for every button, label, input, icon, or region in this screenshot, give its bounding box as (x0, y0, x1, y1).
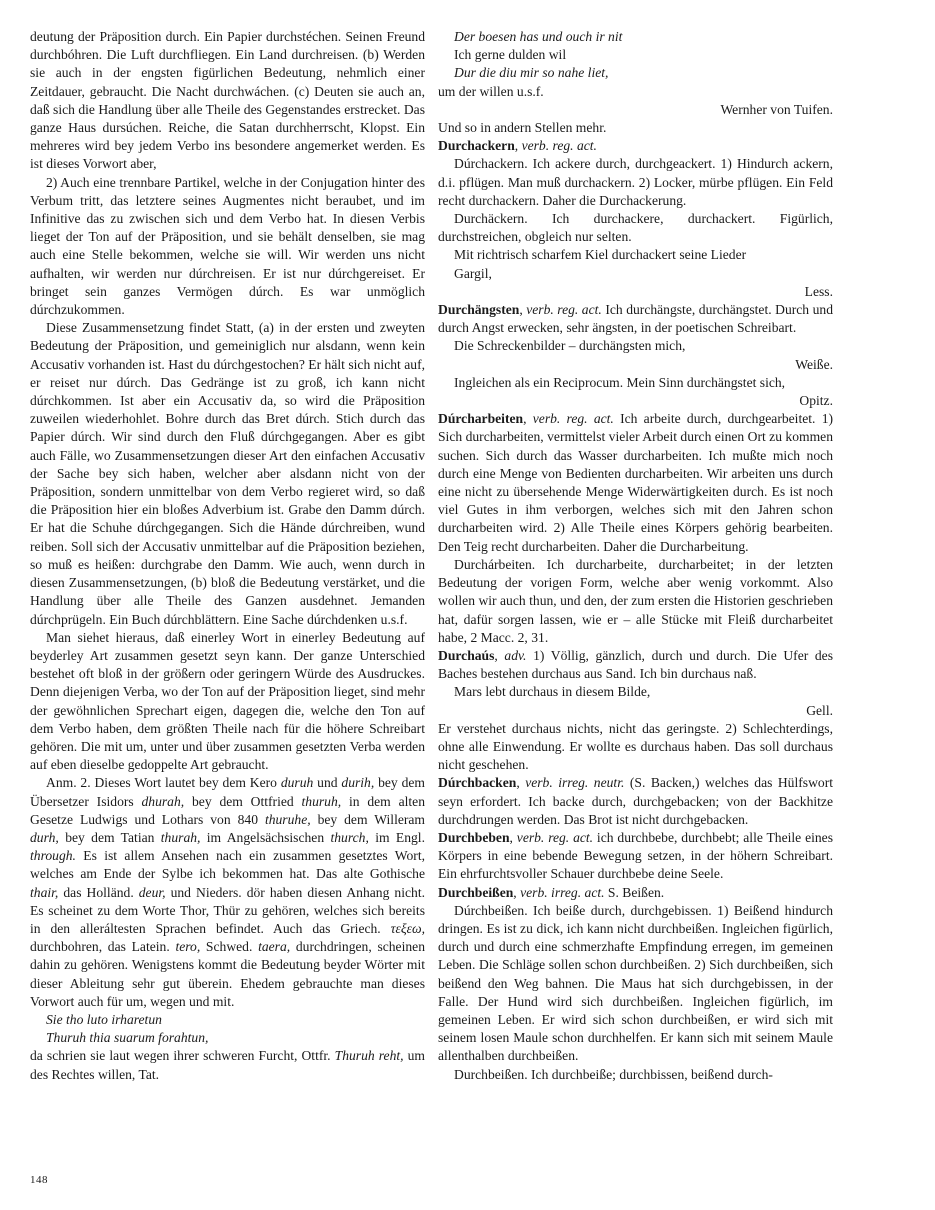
entry-grammar: verb. irreg. neutr. (525, 775, 625, 791)
entry-paragraph: Durchbeißen. Ich durchbeiße; durchbissen, beißend durch- (454, 1066, 773, 1082)
anm-text: bey dem Ottfried (184, 793, 302, 809)
anm-text: bey dem Willeram (310, 811, 426, 827)
entry-text: 1) Völlig, gänzlich, durch und durch. Die Ufer des Baches bestehen durchaus aus Sand. Ich bin durchaus naß. (438, 647, 833, 682)
entry-headword: Durchackern (438, 138, 515, 154)
verse-line: Thuruh thia suarum forahtun, (46, 1030, 209, 1046)
quote-line: Die Schreckenbilder – durchängsten mich, (454, 338, 686, 354)
entry-text: (S. Backen,) welches das Hülfswort seyn erfordert. Ich backe durch, durchgebacken; von der Backhitze durchdrungen werden. Das Brot ist nicht durchgebacken. (438, 775, 833, 827)
anm-word: deur, (138, 884, 166, 900)
quote-line: Mit richtrisch scharfem Kiel durchackert seine Lieder (454, 247, 747, 263)
entry-paragraph: Durchäckern. Ich durchackere, durchackert. Figürlich, durchstreichen, obgleich nur selten. (438, 211, 833, 245)
left-paragraph-4: Man siehet hieraus, daß einerley Wort in einerley Bedeutung auf beyderley Art zusammen gesetzt seyn kann. Der ganze Unterschied bestehet oft bloß in der größern oder geringern Würde des Ausdruckes. Denn diejenigen Verba, wo der Ton auf der Präposition lieget, sind mehr der gewöhnlichen Sprechart eigen, dagegen die, welche den Ton auf dem Verbo haben, dem größten Theile nach für die höhere Schreibart gehören. Die mit um, unter und über zusammen gesetzten Verba werden auf eben dieselbe gedoppelte Art gebraucht. (30, 629, 425, 773)
verse-translation (30, 1047, 425, 1083)
right-column (438, 28, 833, 1084)
verse-line: Sie tho luto irharetun (46, 1011, 162, 1027)
page-number: 148 (30, 1174, 48, 1186)
entry-durchbacken: Dúrchbacken, verb. irreg. neutr. (S. Backen,) welches das Hülfswort seyn erfordert. Ich backe durch, durchgebacken; von der Backhitze durchdrungen werden. Das Brot ist nicht durchgebacken. (438, 775, 833, 827)
anm-word: thurch, (330, 829, 369, 845)
translation-text: um des Rechtes willen, Tat. (30, 1048, 425, 1082)
entry-durchbeissen: Durchbeißen, verb. irreg. act. S. Beißen. (438, 884, 665, 900)
entry-grammar: verb. reg. act. (516, 829, 594, 845)
quote-source: Gell. (806, 702, 833, 718)
entry-grammar: verb. irreg. act. (520, 884, 605, 900)
verse-line: Der boesen has und ouch ir nit (454, 29, 623, 44)
anm-text: und (313, 775, 342, 791)
anm-word: tero, (175, 939, 201, 955)
anm-text: durchbohren, das Latein. (30, 939, 176, 955)
entry-text: Ich durchängste, durchängstet. Durch und durch Angst erwecken, sehr ängsten, in der poetischen Schreibart. (438, 302, 833, 336)
entry-text: Ich arbeite durch, durchgearbeitet. 1) Sich durcharbeiten, vermittelst vieler Arbeit durch einen Ort zu kommen suchen. Sich durch das Wasser durcharbeiten. Ich mußte mich noch durch eine Menge von Bedienten durcharbeiten. Wir arbeiten uns durch eine nicht zu übersehende Menge Widerwärtigkeiten durch. Es ist noch viel Gutes in ihm verborgen, welches sich mit den Jahren schon durcharbeiten wird. 2) Alle Theile eines Körpers gehörig bearbeiten. Den Teig recht durcharbeiten. Daher die Durcharbeitung. (438, 411, 834, 554)
entry-headword: Dúrcharbeiten (438, 411, 524, 427)
quote-source: Wernher von Tuifen. (720, 101, 833, 117)
anm-text: bey dem Übersetzer Isidors (30, 775, 425, 809)
verse-continuation: um der willen u.s.f. (438, 83, 544, 99)
entry-paragraph: Durchárbeiten. Ich durcharbeite, durcharbeitet; in der letzten Bedeutung der vorigen Form, welche aber wenig vorkommt. Also wollen wir auch thun, und den, der zum ersten die Historien geschrieben hat, dafür sorgen lassen, wie er – alle Stücke mit Fleiß durcharbeitet habe, 2 Macc. 2, 31. (438, 556, 833, 645)
translation-quote: Thuruh reht, (334, 1048, 404, 1064)
entry-durchbeben: Durchbeben, verb. reg. act. ich durchbebe, durchbebt; alle Theile eines Körpers in eine bebende Bewegung setzen, in der höhern Schreibart. Ein ehrfurchtsvoller Schauer durchbebe deine Seele. (438, 829, 834, 882)
quote-source: Less. (804, 283, 833, 299)
left-paragraph-3: Diese Zusammensetzung findet Statt, (a) in der ersten und zweyten Bedeutung der Präposition, und gemeiniglich nur alsdann, wenn kein Accusativ vorhanden ist. Hast du dúrchgestochen? Er hält sich nicht auf, er reiset nur dúrch. Das Gedränge ist zu groß, ich kann nicht dúrchkommen. Ist aber ein Accusativ da, so wird die Präposition zuweilen wiederhohlet. Bohre durch das Bret dúrch. Stich durch das Papier dúrch. Wir sind durch den Fluß dúrchgegangen. Aber es gibt auch Fälle, wo Zusammensetzungen dieser Art den einfachen Accusativ der Sache bey sich haben, welcher aber alsdann nicht von der Präposition, sondern unmittelbar von dem Verbo regieret wird, so daß die Präposition hier ein bloßes Adverbium ist. Grabe den Damm dúrch. Er hat die Schuhe dúrchgegangen. Sich die Hände dúrchreiben, wund reiben. Soll sich der Accusativ unmittelbar auf die Präposition beziehen, so muß es heißen: durchgrabe den Damm. Wie auch, wenn durch in diesen Zusammensetzungen, (b) bloß die Bedeutung verstärket, und die Handlung über alle Theile des Ganzen ausdehnet. Jemanden dúrchprügeln. Ein Buch dúrchblättern. Eine Sache dúrchdenken u.s.f. (30, 320, 425, 627)
anm-word: durih, (341, 775, 375, 791)
left-paragraph-1: deutung der Präposition durch. Ein Papier durchstéchen. Seinen Freund durchbóhren. Die Luft durchfliegen. Ein Land durchreisen. (b) Werden sie auch in der engsten figürlichen Bedeutung, nehmlich einer Zeitdauer, gebraucht. Die Nacht durchwáchen. (c) Deuten sie auch an, daß sich die Handlung über alle Theile des Gegenstandes erstrecket. Das ganze Haus dursúchen. Reiche, die Satan durchherrscht, Klopst. Ein mehreres wird bey jedem Verbo ins besondere angemerket werden. Es ist dieses Vorwort aber, (30, 29, 425, 172)
entry-durchaengsten: Durchängsten, verb. reg. act. Ich durchängste, durchängstet. Durch und durch Angst erwecken, sehr ängsten, in der poetischen Schreibart. (438, 302, 833, 336)
anm-text: bey dem Tatian (58, 829, 161, 845)
entry-grammar: verb. reg. act. (521, 138, 597, 154)
quote-source: Opitz. (799, 393, 833, 409)
anm-word: taera, (258, 939, 291, 955)
entry-headword: Durchbeißen (438, 884, 514, 900)
anm-word: dhurah, (141, 793, 185, 809)
anmerkung-2 (30, 774, 425, 1011)
left-column (30, 28, 425, 1084)
quote-line: Ingleichen als ein Reciprocum. Mein Sinn durchängstet sich, (454, 374, 786, 390)
anm-word: thuruhe, (264, 811, 311, 827)
entry-paragraph: Dúrchackern. Ich ackere durch, durchgeackert. 1) Hindurch ackern, d.i. pflügen. Man muß durchackern. 2) Locker, mürbe pflügen. Ein Feld recht durchackern. Daher die Durchackerung. (438, 156, 833, 208)
anm-text: das Holländ. (58, 884, 139, 900)
entry-text: S. Beißen. (604, 884, 665, 900)
anm-word: thurah, (160, 829, 201, 845)
entry-headword: Dúrchbacken (438, 775, 517, 791)
quote-line: Mars lebt durchaus in diesem Bilde, (454, 684, 651, 700)
entry-grammar: verb. reg. act. (526, 302, 602, 318)
anm-word: thuruh, (301, 793, 342, 809)
entry-durchackern: Durchackern, verb. reg. act. (438, 138, 597, 154)
entry-grammar: verb. reg. act. (532, 411, 614, 427)
quote-line: Gargil, (454, 265, 492, 281)
entry-paragraph: Er verstehet durchaus nichts, nicht das geringste. 2) Schlechterdings, ohne alle Einwendung. Er wollte es durchaus haben. Das soll durchaus nicht geschehen. (438, 720, 833, 773)
anm-word: through. (30, 848, 76, 864)
anm-greek-word: τεξεω, (390, 920, 425, 936)
quote-source: Weiße. (795, 356, 833, 372)
anm-text: und Nieders. dör haben diesen Anhang nicht. Es scheinet zu dem Worte Thor, Thür zu gehören, welches sich bereits in den alleráltesten Sprachen befindet. Auch das Griech. (30, 884, 425, 936)
anm-text: in dem alten Gesetze Ludwigs und Lothars von 840 (30, 793, 425, 827)
anm-text: im Angelsächsischen (200, 829, 331, 845)
entry-text: ich durchbebe, durchbebt; alle Theile eines Körpers in eine bebende Bewegung setzen, in der höhern Schreibart. Ein ehrfurchtsvoller Schauer durchbebe deine Seele. (438, 829, 834, 882)
verse-line: Ich gerne dulden wil (454, 47, 567, 63)
anm-word: duruh (280, 775, 314, 791)
anm-word: thair, (30, 884, 59, 900)
entry-headword: Durchängsten (438, 302, 520, 318)
anm-text: Es ist allem Ansehen nach ein zusammen gesetztes Wort, welches am Ende der Sylbe ich bekommen hat. Das alte Gothische (30, 848, 425, 882)
anm-text: Anm. 2. Dieses Wort lautet bey dem Kero (46, 775, 281, 791)
entry-headword: Durchbeben (438, 829, 510, 845)
anm-text: Schwed. (200, 939, 259, 955)
anm-text: durchdringen, scheinen dahin zu gehören. Wenigstens kommt die Bedeutung beyder Wörter mit dieser Ableitung sehr gut überein. Ehedem gebrauchte man dieses Vorwort auch für um, wegen und mit. (30, 939, 425, 1009)
entry-durcharbeiten: Dúrcharbeiten, verb. reg. act. Ich arbeite durch, durchgearbeitet. 1) Sich durcharbeiten, vermittelst vieler Arbeit durch einen Ort zu kommen suchen. Sich durch das Wasser durcharbeiten. Ich mußte mich noch durch eine Menge von Bedienten durcharbeiten. Wir arbeiten uns durch eine nicht zu übersehende Menge Widerwärtigkeiten durch. Es ist noch viel Gutes in ihm verborgen, welches sich mit den Jahren schon durcharbeiten wird. 2) Alle Theile eines Körpers gehörig bearbeiten. Den Teig recht durcharbeiten. Daher die Durcharbeitung. (438, 411, 834, 554)
translation-text: da schrien sie laut wegen ihrer schweren Furcht, Ottfr. (30, 1048, 335, 1064)
anm-text: im Engl. (368, 829, 425, 845)
verse-line: Dur die diu mir so nahe liet, (454, 65, 609, 81)
entry-grammar: adv. (504, 647, 527, 663)
anm-word: durh, (30, 829, 59, 845)
left-paragraph-2: 2) Auch eine trennbare Partikel, welche in der Conjugation hinter des Verbum tritt, das letztere seines Augmentes nicht beraubet, und im Infinitive das zu zwischen sich und dem Verbo hat. In diesen Verbis lieget der Ton auf der Präposition, und sie behält denselben, sie mag auch eine Stelle bekommen, welche sie will. Wir werden uns nicht aufhalten, wir werden nur dúrchreisen. Er ist nur dúrchgereiset. Er bringet sein ganzes Vermögen dúrch. Es war unmöglich dúrchzukommen. (30, 174, 425, 318)
entry-durchaus: Durchaús, adv. 1) Völlig, gänzlich, durch und durch. Die Ufer des Baches bestehen durchaus aus Sand. Ich bin durchaus naß. (438, 647, 833, 682)
closing-line: Und so in andern Stellen mehr. (438, 120, 607, 136)
entry-headword: Durchaús (438, 647, 495, 663)
entry-paragraph: Dúrchbeißen. Ich beiße durch, durchgebissen. 1) Beißend hindurch dringen. Es ist zu dick, ich kann nicht durchbeißen. Ingleichen figürlich, durch und durch eine schmerzhafte Empfindung erregen, im gemeinen Leben. Die Schläge sollen schon durchbeißen. 2) Sich durchbeißen, sich beißend den Weg bahnen. Die Maus hat sich durchgebissen, in der Falle. Der Hund wird sich durchbeißen. Ingleichen figürlich, im gemeinen Leben. Er wird sich schon durchbeißen, er wird sich mit seinem losen Maule schon durchhelfen. Er kann sich mit seinem Maule allenthalben durchbeißen. (438, 902, 833, 1064)
